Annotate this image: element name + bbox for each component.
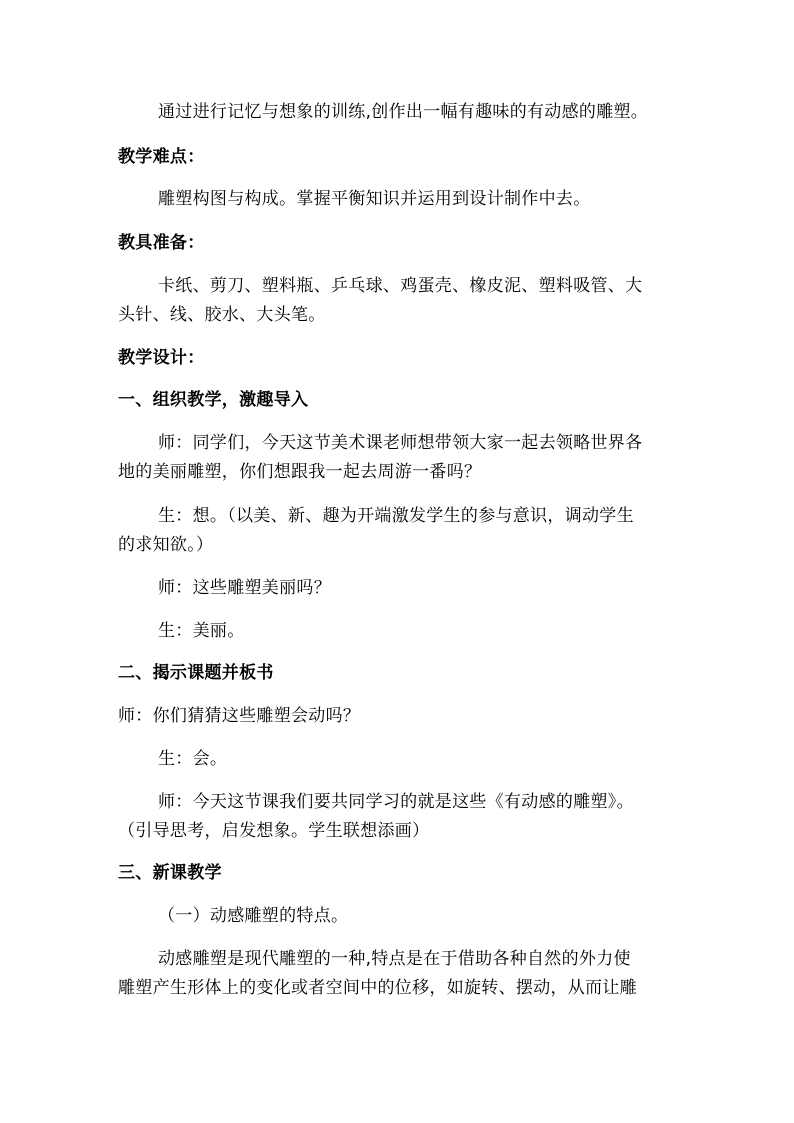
s3-subheading: （一）动感雕塑的特点。 <box>158 906 349 926</box>
s1-teacher-line-1: 师：同学们，今天这节美术课老师想带领大家一起去领略世界各 <box>158 433 643 453</box>
s3-paragraph-line-2: 雕塑产生形体上的变化或者空间中的位移，如旋转、摆动，从而让雕 <box>118 978 637 998</box>
s1-student-line-1: 生：想。（以美、新、趣为开端激发学生的参与意识，调动学生 <box>158 506 634 526</box>
section-1-title: 一、组织教学，激趣导入 <box>118 390 309 410</box>
difficulty-paragraph: 雕塑构图与构成。掌握平衡知识并运用到设计制作中去。 <box>158 189 591 209</box>
s2-teacher-line-1: 师：今天这节课我们要共同学习的就是这些《有动感的雕塑》。 <box>158 792 634 812</box>
s2-student-answer: 生：会。 <box>158 749 228 769</box>
s2-teacher-line-2: （引导思考，启发想象。学生联想添画） <box>118 821 430 841</box>
s1-student-answer: 生：美丽。 <box>158 621 245 641</box>
objective-paragraph: 通过进行记忆与想象的训练,创作出一幅有趣味的有动感的雕塑。 <box>158 102 649 122</box>
heading-difficulty: 教学难点： <box>118 147 205 167</box>
materials-line-2: 头针、线、胶水、大头笔。 <box>118 305 326 325</box>
s1-student-line-2: 的求知欲。） <box>118 535 214 555</box>
s3-paragraph-line-1: 动感雕塑是现代雕塑的一种,特点是在于借助各种自然的外力使 <box>158 949 631 969</box>
s1-teacher-question: 师：这些雕塑美丽吗？ <box>158 578 331 598</box>
section-3-title: 三、新课教学 <box>118 863 222 883</box>
s1-teacher-line-2: 地的美丽雕塑，你们想跟我一起去周游一番吗？ <box>118 462 482 482</box>
heading-design: 教学设计： <box>118 348 205 368</box>
s2-teacher-question: 师：你们猜猜这些雕塑会动吗？ <box>118 706 361 726</box>
section-2-title: 二、揭示课题并板书 <box>118 663 274 683</box>
materials-line-1: 卡纸、剪刀、塑料瓶、乒乓球、鸡蛋壳、橡皮泥、塑料吸管、大 <box>158 276 643 296</box>
heading-materials: 教具准备： <box>118 233 205 253</box>
